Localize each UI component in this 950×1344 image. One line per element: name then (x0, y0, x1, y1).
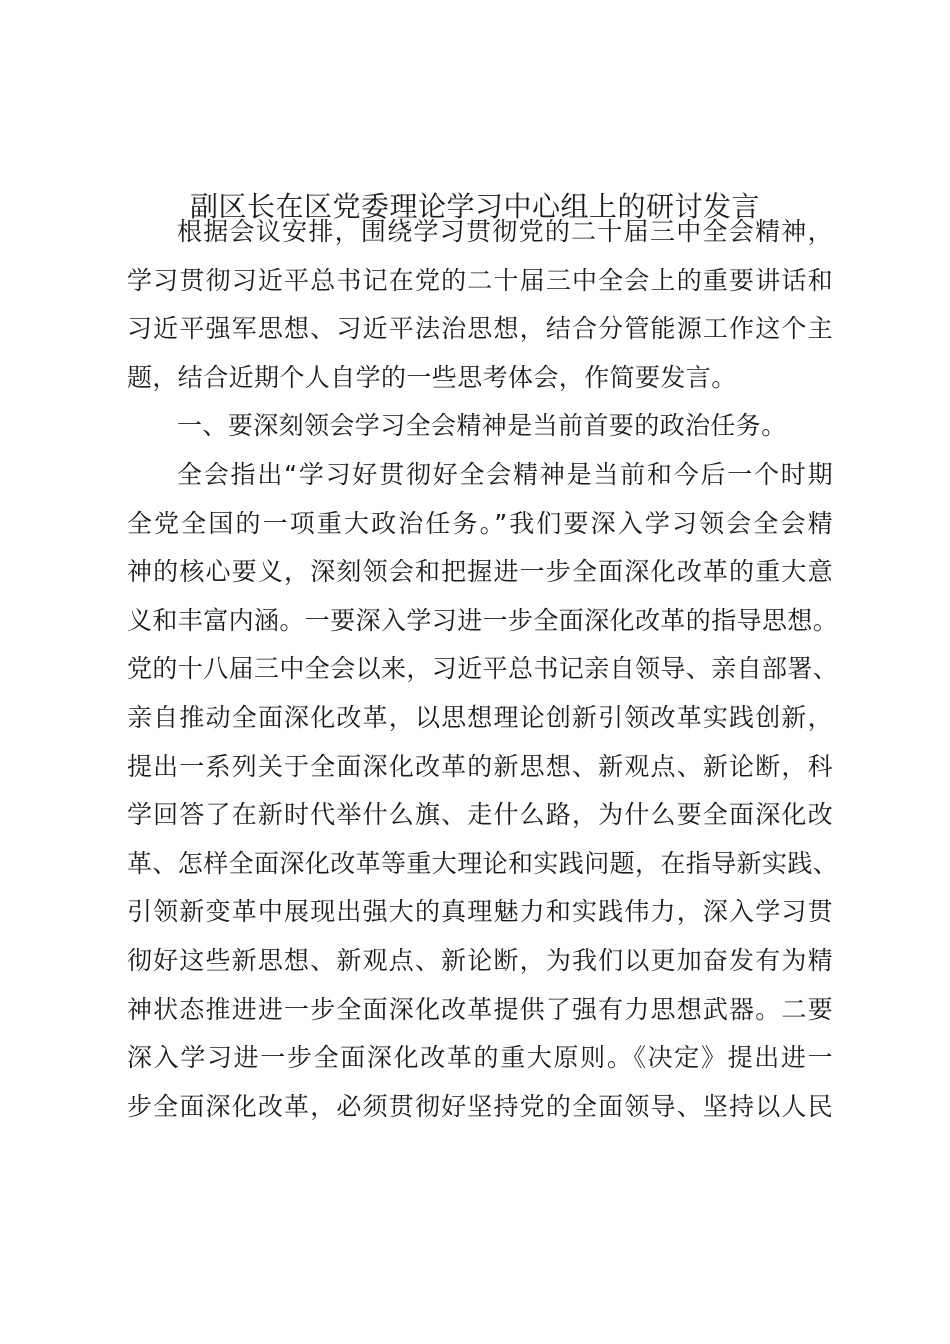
body-text-line: 深入学习进一步全面深化改革的重大原则。《决定》提出进一 (127, 1043, 833, 1073)
body-text-line: 根据会议安排，围绕学习贯彻党的二十届三中全会精神， (177, 217, 833, 246)
body-text-line: 义和丰富内涵。一要深入学习进一步全面深化改革的指导思想。 (127, 605, 839, 635)
body-text-line: 神的核心要义，深刻领会和把握进一步全面深化改革的重大意 (127, 557, 833, 587)
body-text-line: 一、要深刻领会学习全会精神是当前首要的政治任务。 (177, 411, 787, 441)
body-text-line: 神状态推进进一步全面深化改革提供了强有力思想武器。二要 (127, 994, 833, 1024)
document-body (127, 208, 839, 1131)
body-text-line: 步全面深化改革，必须贯彻好坚持党的全面领导、坚持以人民 (127, 1091, 833, 1121)
body-text-line: 提出一系列关于全面深化改革的新思想、新观点、新论断，科 (127, 751, 833, 781)
body-text-line: 革、怎样全面深化改革等重大理论和实践问题，在指导新实践、 (127, 848, 839, 878)
body-text-line: 全党全国的一项重大政治任务。”我们要深入学习领会全会精 (127, 508, 833, 538)
body-text-line: 习近平强军思想、习近平法治思想，结合分管能源工作这个主 (127, 314, 833, 344)
body-text-line: 彻好这些新思想、新观点、新论断，为我们以更加奋发有为精 (127, 945, 833, 975)
body-text-line: 引领新变革中展现出强大的真理魅力和实践伟力，深入学习贯 (127, 897, 833, 927)
body-text-line: 亲自推动全面深化改革，以思想理论创新引领改革实践创新， (127, 702, 833, 732)
body-text-line: 党的十八届三中全会以来，习近平总书记亲自领导、亲自部署、 (127, 654, 839, 684)
document-title: 副区长在区党委理论学习中心组上的研讨发言 (189, 190, 760, 223)
body-text-line: 学习贯彻习近平总书记在党的二十届三中全会上的重要讲话和 (127, 265, 833, 295)
body-text-line: 全会指出“学习好贯彻好全会精神是当前和今后一个时期 (177, 459, 833, 489)
body-text-line: 题，结合近期个人自学的一些思考体会，作简要发言。 (127, 362, 737, 392)
body-text-line: 学回答了在新时代举什么旗、走什么路，为什么要全面深化改 (127, 800, 833, 830)
